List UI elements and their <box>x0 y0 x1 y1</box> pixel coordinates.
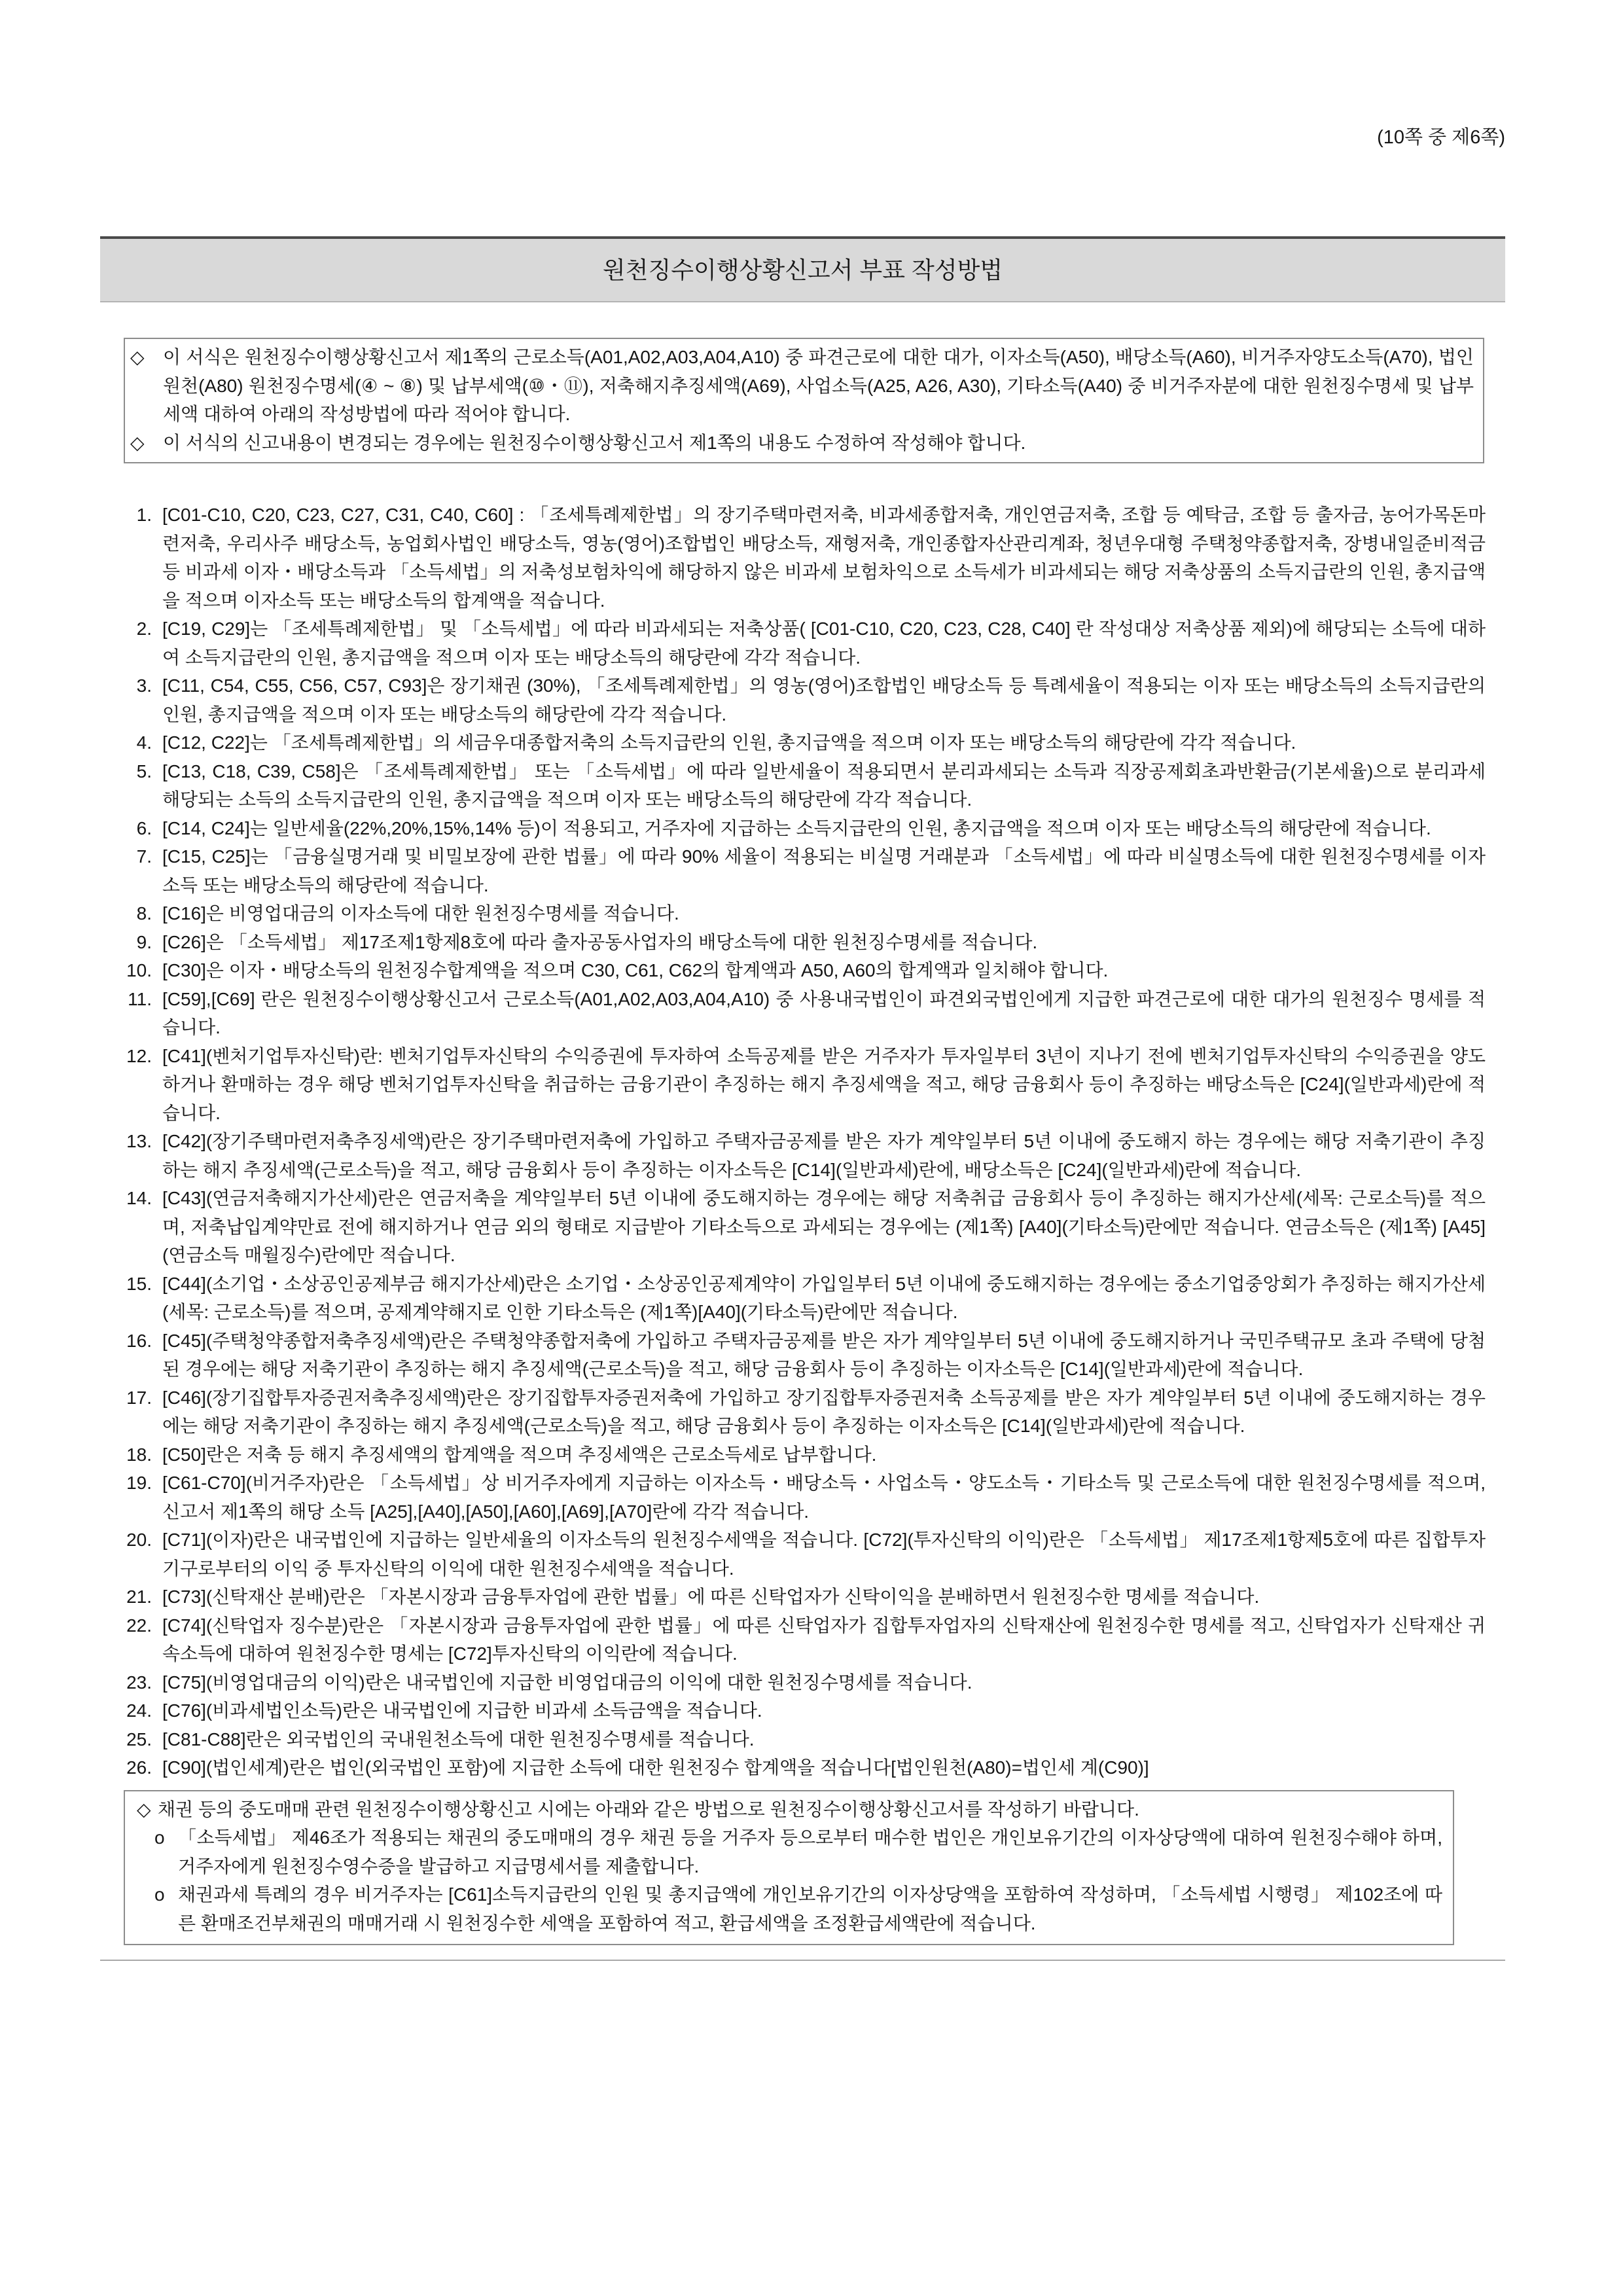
item-number: 21. <box>126 1587 152 1607</box>
item-number: 17. <box>126 1387 152 1408</box>
instruction-item <box>114 1725 1486 1754</box>
circle-bullet: o <box>154 1827 165 1848</box>
bond-trading-notes-box <box>124 1790 1454 1946</box>
item-text: [C90](법인세계)란은 법인(외국법인 포함)에 지급한 소득에 대한 원천징수 합계액을 적습니다[법인원천(A80)=법인세 계(C90)] <box>162 1757 1149 1778</box>
item-number: 11. <box>128 988 152 1009</box>
bond-notes-heading-text: 채권 등의 중도매매 관련 원천징수이행상황신고 시에는 아래와 같은 방법으로 원천징수이행상황신고서를 작성하기 바랍니다. <box>158 1799 1139 1820</box>
instruction-item <box>114 956 1486 985</box>
item-text: [C81-C88]란은 외국법인의 국내원천소득에 대한 원천징수명세를 적습니다. <box>162 1729 755 1749</box>
instruction-item <box>114 1469 1486 1526</box>
instruction-item <box>114 1611 1486 1668</box>
item-number: 9. <box>136 931 152 952</box>
item-text: [C16]은 비영업대금의 이자소득에 대한 원천징수명세를 적습니다. <box>162 903 679 924</box>
item-text: [C01-C10, C20, C23, C27, C31, C40, C60] : 「조세특례제한법」의 장기주택마련저축, 비과세종합저축, 개인연금저축, 조합 등 예탁금, 조합 등 출자금, 농어가목돈마련저축, 우리사주 배당소득, 농업회사법인 배당소득, 영농(영어)조합법인 배당소득, 재형저축, 개인종합자산관리계좌, 청년우대형 주택청약종합저축, 장병내일준비적금 등 비과세 이자・배당소득과 「소득세법」의 저축성보험차익에 해당하지 않은 비과세 보험차익으로 소득세가 비과세되는 해당 저축상품의 소득지급란의 인원, 총지급액을 적으며 이자소득 또는 배당소득의 합계액을 적습니다. <box>162 505 1486 611</box>
instruction-item <box>114 1127 1486 1184</box>
bond-note-text: 채권과세 특례의 경우 비거주자는 [C61]소득지급란의 인원 및 총지급액에 개인보유기간의 이자상당액을 포함하여 작성하며, 「소득세법 시행령」 제102조에 따른 환매조건부채권의 매매거래 시 원천징수한 세액을 포함하여 적고, 환급세액을 조정환급세액란에 적습니다. <box>178 1884 1442 1933</box>
bond-notes-heading <box>137 1795 1442 1824</box>
instruction-item <box>114 899 1486 928</box>
item-text: [C50]란은 저축 등 해지 추징세액의 합계액을 적으며 추징세액은 근로소득세로 납부합니다. <box>162 1444 877 1465</box>
item-text: [C14, C24]는 일반세율(22%,20%,15%,14% 등)이 적용되고, 거주자에 지급하는 소득지급란의 인원, 총지급액을 적으며 이자 또는 배당소득의 해당란에 적습니다. <box>162 817 1431 838</box>
item-number: 13. <box>126 1131 152 1151</box>
item-number: 20. <box>126 1530 152 1550</box>
item-text: [C19, C29]는 「조세특례제한법」 및 「소득세법」에 따라 비과세되는 저축상품( [C01-C10, C20, C23, C28, C40] 란 작성대상 저축상품 제외)에 해당되는 소득에 대하여 소득지급란의 인원, 총지급액을 적으며 이자 또는 배당소득의 해당란에 각각 적습니다. <box>162 619 1486 668</box>
item-number: 23. <box>126 1672 152 1693</box>
item-text: [C46](장기집합투자증권저축추징세액)란은 장기집합투자증권저축에 가입하고 장기집합투자증권저축 소득공제를 받은 자가 계약일부터 5년 이내에 중도해지하는 경우에는 해당 저축기관이 추징하는 해지 추징세액(근로소득)을 적고, 해당 금융회사 등이 추징하는 이자소득은 [C14](일반과세)란에 적습니다. <box>162 1387 1486 1436</box>
item-number: 18. <box>126 1444 152 1465</box>
instruction-item <box>114 842 1486 899</box>
instruction-item <box>114 1042 1486 1128</box>
item-number: 19. <box>126 1473 152 1493</box>
item-text: [C42](장기주택마련저축추징세액)란은 장기주택마련저축에 가입하고 주택자금공제를 받은 자가 계약일부터 5년 이내에 중도해지 하는 경우에는 해당 저축기관이 추징하는 해지 추징세액(근로소득)을 적고, 해당 금융회사 등이 추징하는 이자소득은 [C14](일반과세)란에, 배당소득은 [C24](일반과세)란에 적습니다. <box>162 1131 1486 1180</box>
intro-note <box>130 429 1474 457</box>
item-number: 5. <box>136 761 152 781</box>
instruction-item <box>114 814 1486 843</box>
intro-note-text: 이 서식은 원천징수이행상황신고서 제1쪽의 근로소득(A01,A02,A03,A04,A10) 중 파견근로에 대한 대가, 이자소득(A50), 배당소득(A60), 비거주자양도소득(A70), 법인원천(A80) 원천징수명세(④ ~ ⑧) 및 납부세액(⑩・⑪), 저축해지추징세액(A69), 사업소득(A25, A26, A30), 기타소득(A40) 중 비거주자분에 대한 원천징수명세 및 납부세액 대하여 아래의 작성방법에 따라 적어야 합니다. <box>163 347 1474 424</box>
bond-note-text: 「소득세법」 제46조가 적용되는 채권의 중도매매의 경우 채권 등을 거주자 등으로부터 매수한 법인은 개인보유기간의 이자상당액에 대하여 원천징수해야 하며, 거주자에게 원천징수영수증을 발급하고 지급명세서를 제출합니다. <box>178 1827 1442 1876</box>
item-number: 7. <box>136 846 152 867</box>
item-text: [C44](소기업・소상공인공제부금 해지가산세)란은 소기업・소상공인공제계약이 가입일부터 5년 이내에 중도해지하는 경우에는 중소기업중앙회가 추징하는 해지가산세(세목: 근로소득)를 적으며, 공제계약해지로 인한 기타소득은 (제1쪽)[A40](기타소득)란에만 적습니다. <box>162 1273 1486 1322</box>
instruction-item <box>114 1327 1486 1384</box>
intro-notes-box <box>124 338 1484 463</box>
item-number: 4. <box>136 732 152 753</box>
item-number: 1. <box>136 505 152 525</box>
item-number: 14. <box>126 1188 152 1208</box>
bottom-divider <box>100 1960 1505 1961</box>
item-number: 10. <box>126 960 152 980</box>
instruction-item <box>114 985 1486 1042</box>
item-number: 26. <box>126 1757 152 1778</box>
item-text: [C13, C18, C39, C58]은 「조세특례제한법」 또는 「소득세법」에 따라 일반세율이 적용되면서 분리과세되는 소득과 직장공제회초과반환금(기본세율)으로 분리과세 해당되는 소득의 소득지급란의 인원, 총지급액을 적으며 이자 또는 배당소득의 해당란에 각각 적습니다. <box>162 761 1486 810</box>
item-text: [C45](주택청약종합저축추징세액)란은 주택청약종합저축에 가입하고 주택자금공제를 받은 자가 계약일부터 5년 이내에 중도해지하거나 국민주택규모 초과 주택에 당첨된 경우에는 해당 저축기관이 추징하는 해지 추징세액(근로소득)을 적고, 해당 금융회사 등이 추징하는 이자소득은 [C14](일반과세)란에 적습니다. <box>162 1330 1486 1379</box>
instruction-item <box>114 1270 1486 1327</box>
item-number: 22. <box>126 1615 152 1636</box>
item-text: [C41](벤처기업투자신탁)란: 벤처기업투자신탁의 수익증권에 투자하여 소득공제를 받은 거주자가 투자일부터 3년이 지나기 전에 벤처기업투자신탁의 수익증권을 양도하거나 환매하는 경우 해당 벤처기업투자신탁을 취급하는 금융기관이 추징하는 해지 추징세액을 적고, 해당 금융회사 등이 추징하는 배당소득은 [C24](일반과세)란에 적습니다. <box>162 1045 1486 1123</box>
item-text: [C75](비영업대금의 이익)란은 내국법인에 지급한 비영업대금의 이익에 대한 원천징수명세를 적습니다. <box>162 1672 972 1693</box>
bond-note-bullet <box>137 1823 1442 1880</box>
item-text: [C11, C54, C55, C56, C57, C93]은 장기채권 (30%), 「조세특례제한법」의 영농(영어)조합법인 배당소득 등 특례세율이 적용되는 이자 또는 배당소득의 소득지급란의 인원, 총지급액을 적으며 이자 또는 배당소득의 해당란에 각각 적습니다. <box>162 675 1486 725</box>
instruction-item <box>114 1583 1486 1611</box>
instruction-item <box>114 1668 1486 1697</box>
item-text: [C76](비과세법인소득)란은 내국법인에 지급한 비과세 소득금액을 적습니다. <box>162 1700 762 1721</box>
item-text: [C43](연금저축해지가산세)란은 연금저축을 계약일부터 5년 이내에 중도해지하는 경우에는 해당 저축취급 금융회사 등이 추징하는 해지가산세(세목: 근로소득)를 적으며, 저축납입계약만료 전에 해지하거나 연금 외의 형태로 지급받아 기타소득으로 과세되는 경우에는 (제1쪽) [A40](기타소득)란에만 적습니다. 연금소득은 (제1쪽) [A45](연금소득 매월징수)란에만 적습니다. <box>162 1188 1486 1265</box>
item-text: [C15, C25]는 「금융실명거래 및 비밀보장에 관한 법률」에 따라 90% 세율이 적용되는 비실명 거래분과 「소득세법」에 따라 비실명소득에 대한 원천징수명세를 이자소득 또는 배당소득의 해당란에 적습니다. <box>162 846 1486 895</box>
instruction-item <box>114 757 1486 814</box>
instruction-item <box>114 1184 1486 1270</box>
instruction-item <box>114 728 1486 757</box>
instruction-item <box>114 1696 1486 1725</box>
item-number: 24. <box>126 1700 152 1721</box>
form-title-bar <box>100 236 1505 302</box>
instruction-item <box>114 615 1486 672</box>
item-number: 3. <box>136 675 152 696</box>
item-text: [C12, C22]는 「조세특례제한법」의 세금우대종합저축의 소득지급란의 인원, 총지급액을 적으며 이자 또는 배당소득의 해당란에 각각 적습니다. <box>162 732 1296 753</box>
item-number: 25. <box>126 1729 152 1749</box>
item-number: 2. <box>136 619 152 639</box>
instruction-item <box>114 928 1486 957</box>
item-text: [C30]은 이자・배당소득의 원천징수합계액을 적으며 C30, C61, C62의 합계액과 A50, A60의 합계액과 일치해야 합니다. <box>162 960 1109 980</box>
item-number: 6. <box>136 817 152 838</box>
diamond-bullet: ◇ <box>130 347 145 367</box>
item-text: [C59],[C69] 란은 원천징수이행상황신고서 근로소득(A01,A02,A03,A04,A10) 중 사용내국법인이 파견외국법인에게 지급한 파견근로에 대한 대가의 원천징수 명세를 적습니다. <box>162 988 1486 1037</box>
item-text: [C71](이자)란은 내국법인에 지급하는 일반세율의 이자소득의 원천징수세액을 적습니다. [C72](투자신탁의 이익)란은 「소득세법」 제17조제1항제5호에 따른 집합투자기구로부터의 이익 중 투자신탁의 이익에 대한 원천징수세액을 적습니다. <box>162 1530 1486 1579</box>
item-number: 12. <box>126 1045 152 1066</box>
page-number: (10쪽 중 제6쪽) <box>1377 127 1505 148</box>
item-text: [C26]은 「소득세법」 제17조제1항제8호에 따라 출자공동사업자의 배당소득에 대한 원천징수명세를 적습니다. <box>162 931 1038 952</box>
item-text: [C73](신탁재산 분배)란은 「자본시장과 금융투자업에 관한 법률」에 따른 신탁업자가 신탁이익을 분배하면서 원천징수한 명세를 적습니다. <box>162 1587 1260 1607</box>
instruction-item <box>114 1526 1486 1583</box>
bond-note-bullet <box>137 1880 1442 1937</box>
item-number: 15. <box>126 1273 152 1294</box>
instruction-item <box>114 501 1486 615</box>
instruction-item <box>114 1753 1486 1782</box>
instruction-item <box>114 1384 1486 1441</box>
intro-note <box>130 343 1474 429</box>
instruction-item <box>114 672 1486 728</box>
instruction-item <box>114 1441 1486 1469</box>
item-text: [C74](신탁업자 징수분)란은 「자본시장과 금융투자업에 관한 법률」에 따른 신탁업자가 집합투자업자의 신탁재산에 원천징수한 명세를 적고, 신탁업자가 신탁재산 귀속소득에 대하여 원천징수한 명세는 [C72]투자신탁의 이익란에 적습니다. <box>162 1615 1486 1664</box>
item-number: 16. <box>126 1330 152 1351</box>
circle-bullet: o <box>154 1884 165 1905</box>
item-number: 8. <box>136 903 152 924</box>
item-text: [C61-C70](비거주자)란은 「소득세법」상 비거주자에게 지급하는 이자소득・배당소득・사업소득・양도소득・기타소득 및 근로소득에 대한 원천징수명세를 적으며, 신고서 제1쪽의 해당 소득 [A25],[A40],[A50],[A60],[A69],[A70]란에 각각 적습니다. <box>162 1473 1486 1522</box>
instruction-list <box>114 501 1486 1782</box>
form-title: 원천징수이행상황신고서 부표 작성방법 <box>602 256 1003 283</box>
diamond-bullet: ◇ <box>130 432 145 453</box>
diamond-bullet: ◇ <box>137 1799 151 1820</box>
intro-note-text: 이 서식의 신고내용이 변경되는 경우에는 원천징수이행상황신고서 제1쪽의 내용도 수정하여 작성해야 합니다. <box>163 432 1026 453</box>
